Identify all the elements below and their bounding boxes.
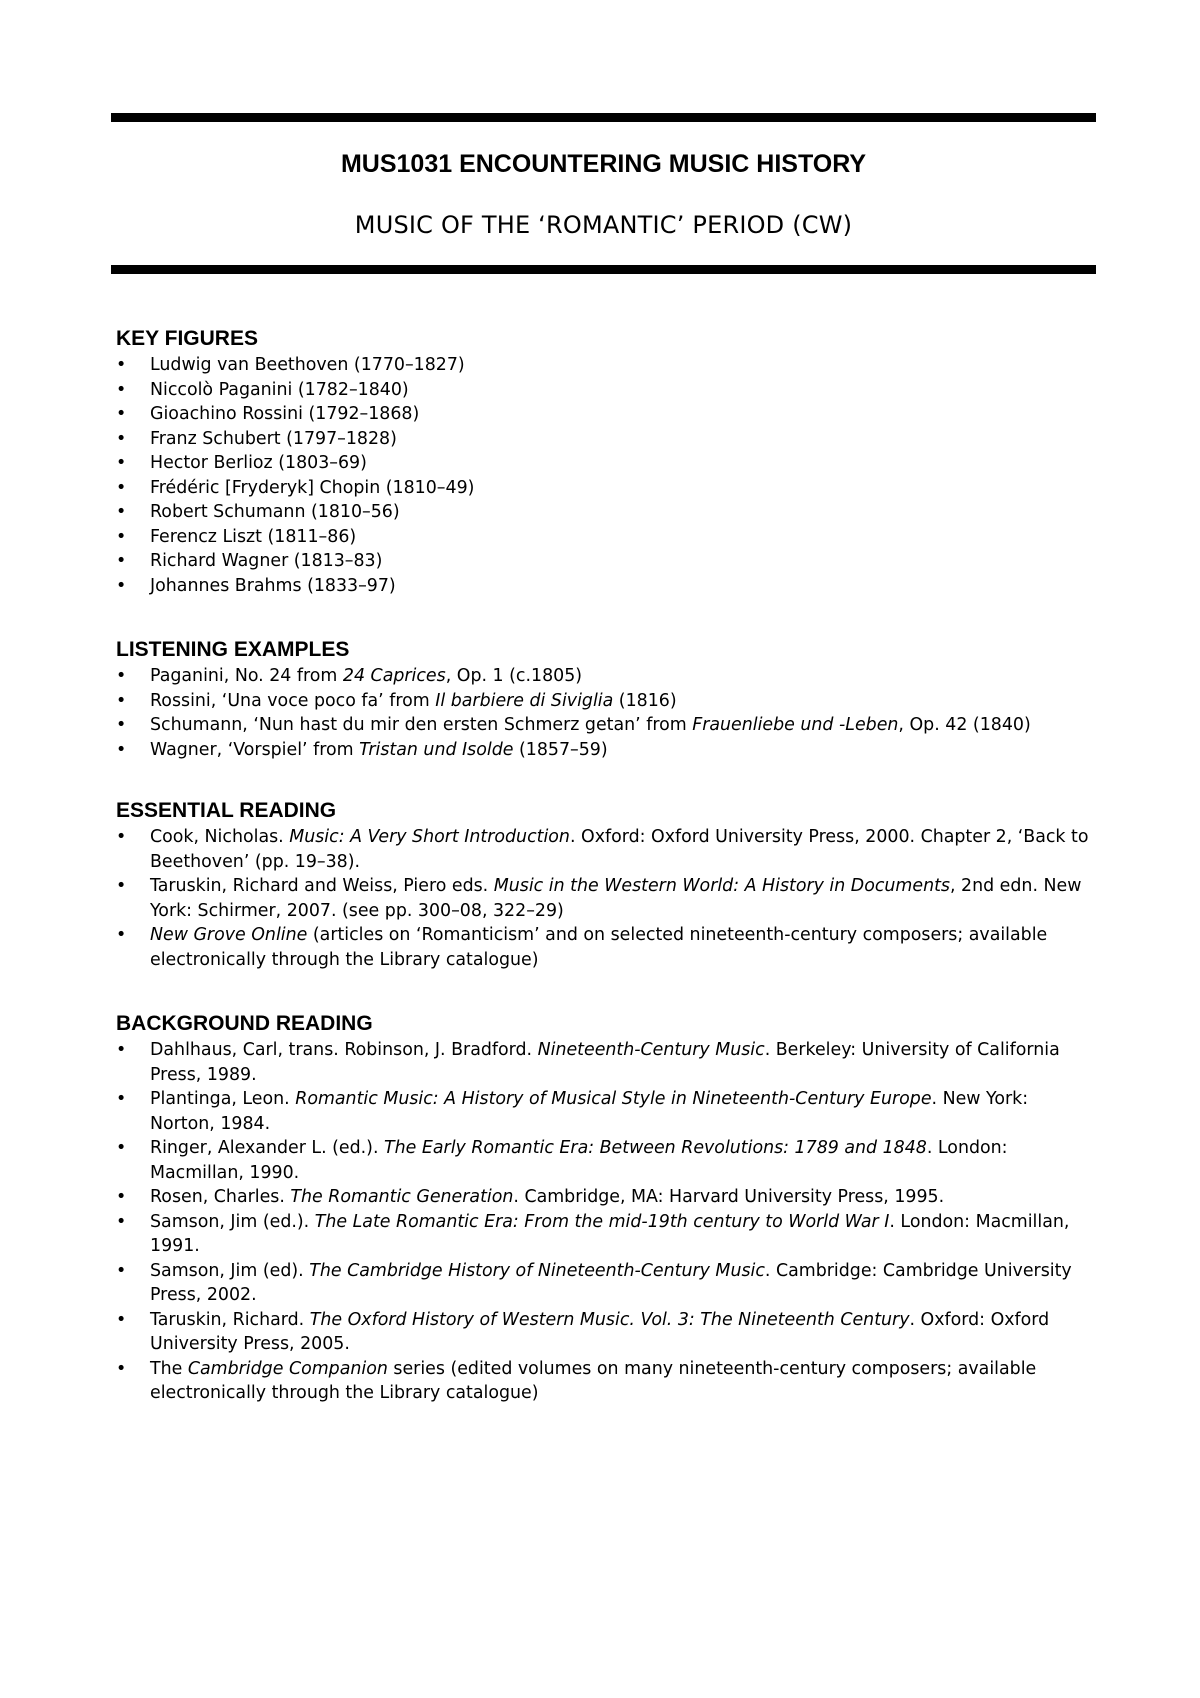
section-key-figures <box>116 327 1096 598</box>
item-text: Gioachino Rossini (1792–1868) <box>150 404 420 424</box>
list-item <box>116 1185 1096 1210</box>
item-text: . New York: Norton, 1984. <box>150 1089 1029 1134</box>
list-item <box>116 1210 1096 1259</box>
bullet-icon: • <box>116 1187 127 1207</box>
bullet-list <box>116 353 1096 598</box>
bullet-icon: • <box>116 715 127 735</box>
italic-title: 24 Caprices <box>342 666 446 686</box>
bullet-icon: • <box>116 477 127 498</box>
item-text: The <box>150 1358 188 1379</box>
page-subtitle: MUSIC OF THE ‘ROMANTIC’ PERIOD (CW) <box>354 211 853 239</box>
item-text: Frédéric [Fryderyk] Chopin (1810–49) <box>150 477 475 498</box>
course-title: MUS1031 ENCOUNTERING MUSIC HISTORY <box>340 150 867 178</box>
bullet-icon: • <box>116 453 127 473</box>
section-heading: ESSENTIAL READING <box>116 799 337 822</box>
item-text: Johannes Brahms (1833–97) <box>150 575 396 596</box>
list-item <box>116 874 1096 923</box>
list-item <box>116 476 1096 501</box>
item-text: Plantinga, Leon. <box>150 1089 296 1109</box>
list-item <box>116 500 1096 525</box>
list-item <box>116 1259 1096 1308</box>
item-text: Cook, Nicholas. <box>150 827 290 847</box>
top-rule <box>111 113 1096 122</box>
item-text: Taruskin, Richard. <box>150 1309 310 1330</box>
italic-title: Il barbiere di Siviglia <box>435 690 614 711</box>
item-text: Wagner, ‘Vorspiel’ from <box>150 739 360 760</box>
item-text: (1857–59) <box>513 739 608 760</box>
italic-title: Romantic Music: A History of Musical Style in Nineteenth-Century Europe <box>295 1089 932 1109</box>
bottom-rule <box>111 265 1096 274</box>
item-text: . Oxford: Oxford University Press, 2005. <box>150 1309 1050 1354</box>
bullet-icon: • <box>116 1089 127 1109</box>
bullet-icon: • <box>116 1211 127 1232</box>
bullet-icon: • <box>116 428 127 449</box>
section-listening-examples <box>116 638 1096 762</box>
list-item <box>116 713 1096 738</box>
list-item <box>116 1308 1096 1357</box>
italic-title: The Late Romantic Era: From the mid-19th century to World War I <box>314 1211 890 1232</box>
item-text: Richard Wagner (1813–83) <box>150 551 383 571</box>
bullet-icon: • <box>116 827 127 847</box>
bullet-icon: • <box>116 666 127 686</box>
italic-title: The Oxford History of Western Music. Vol. 3: The Nineteenth Century <box>309 1309 910 1330</box>
section-background-reading <box>116 1012 1096 1406</box>
bullet-icon: • <box>116 1260 127 1281</box>
item-text: Samson, Jim (ed.). <box>150 1211 315 1232</box>
item-text: Ludwig van Beethoven (1770–1827) <box>150 355 465 375</box>
bullet-icon: • <box>116 876 127 896</box>
item-text: . Cambridge, MA: Harvard University Press, 1995. <box>513 1187 945 1207</box>
list-item <box>116 378 1096 403</box>
item-text: . London: Macmillan, 1991. <box>150 1211 1070 1256</box>
italic-title: Cambridge Companion <box>187 1358 388 1379</box>
item-text: Schumann, ‘Nun hast du mir den ersten Schmerz getan’ from <box>150 715 693 735</box>
list-item <box>116 353 1096 378</box>
item-text: (articles on ‘Romanticism’ and on selected nineteenth-century composers; available electronically through the Library catalogue) <box>150 925 1048 970</box>
list-item <box>116 738 1096 763</box>
list-item <box>116 825 1096 874</box>
list-item <box>116 1357 1096 1406</box>
bullet-icon: • <box>116 355 127 375</box>
bullet-icon: • <box>116 526 127 547</box>
list-item <box>116 1136 1096 1185</box>
list-item <box>116 549 1096 574</box>
item-text: . Oxford: Oxford University Press, 2000. Chapter 2, ‘Back to Beethoven’ (pp. 19–38). <box>150 827 1089 872</box>
item-text: Robert Schumann (1810–56) <box>150 502 400 522</box>
item-text: Rossini, ‘Una voce poco fa’ from <box>150 690 436 711</box>
italic-title: Music: A Very Short Introduction <box>289 827 570 847</box>
italic-title: The Early Romantic Era: Between Revolutions: 1789 and 1848 <box>384 1138 927 1158</box>
item-text: (1816) <box>613 690 677 711</box>
bullet-icon: • <box>116 379 127 400</box>
list-item <box>116 664 1096 689</box>
item-text: series (edited volumes on many nineteenth-century composers; available electronically through the Library catalogue) <box>150 1358 1037 1403</box>
italic-title: New Grove Online <box>150 925 308 945</box>
bullet-icon: • <box>116 575 127 596</box>
item-text: Hector Berlioz (1803–69) <box>150 453 367 473</box>
item-text: . London: Macmillan, 1990. <box>150 1138 1008 1183</box>
list-item <box>116 923 1096 972</box>
list-item <box>116 1087 1096 1136</box>
bullet-icon: • <box>116 1138 127 1158</box>
italic-title: Tristan und Isolde <box>359 739 514 760</box>
item-text: . Cambridge: Cambridge University Press, 2002. <box>150 1260 1072 1305</box>
italic-title: Frauenliebe und -Leben <box>692 715 899 735</box>
item-text: , 2nd edn. New York: Schirmer, 2007. (see pp. 300–08, 322–29) <box>150 876 1082 921</box>
list-item <box>116 1038 1096 1087</box>
bullet-icon: • <box>116 739 127 760</box>
item-text: Niccolò Paganini (1782–1840) <box>150 379 409 400</box>
list-item <box>116 402 1096 427</box>
italic-title: The Romantic Generation <box>290 1187 514 1207</box>
bullet-icon: • <box>116 551 127 571</box>
section-essential-reading <box>116 799 1096 972</box>
section-heading: KEY FIGURES <box>116 327 258 350</box>
italic-title: The Cambridge History of Nineteenth-Century Music <box>309 1260 765 1281</box>
list-item <box>116 451 1096 476</box>
bullet-list <box>116 825 1096 972</box>
bullet-icon: • <box>116 690 127 711</box>
list-item <box>116 427 1096 452</box>
item-text: Samson, Jim (ed). <box>150 1260 310 1281</box>
item-text: Ferencz Liszt (1811–86) <box>150 526 357 547</box>
section-heading: LISTENING EXAMPLES <box>116 638 350 661</box>
italic-title: Nineteenth-Century Music <box>537 1040 765 1060</box>
list-item <box>116 574 1096 599</box>
item-text: Rosen, Charles. <box>150 1187 291 1207</box>
bullet-icon: • <box>116 1309 127 1330</box>
bullet-icon: • <box>116 502 127 522</box>
list-item <box>116 525 1096 550</box>
item-text: Ringer, Alexander L. (ed.). <box>150 1138 385 1158</box>
item-text: . Berkeley: University of California Press, 1989. <box>150 1040 1060 1085</box>
item-text: , Op. 42 (1840) <box>898 715 1031 735</box>
bullet-icon: • <box>116 1358 127 1379</box>
list-item <box>116 689 1096 714</box>
item-text: Franz Schubert (1797–1828) <box>150 428 397 449</box>
item-text: Dahlhaus, Carl, trans. Robinson, J. Bradford. <box>150 1040 538 1060</box>
section-heading: BACKGROUND READING <box>116 1012 373 1035</box>
item-text: Taruskin, Richard and Weiss, Piero eds. <box>150 876 494 896</box>
bullet-list <box>116 664 1096 762</box>
bullet-icon: • <box>116 1040 127 1060</box>
bullet-icon: • <box>116 925 127 945</box>
item-text: Paganini, No. 24 from <box>150 666 343 686</box>
italic-title: Music in the Western World: A History in Documents <box>493 876 950 896</box>
bullet-list <box>116 1038 1096 1406</box>
item-text: , Op. 1 (c.1805) <box>445 666 583 686</box>
bullet-icon: • <box>116 404 127 424</box>
